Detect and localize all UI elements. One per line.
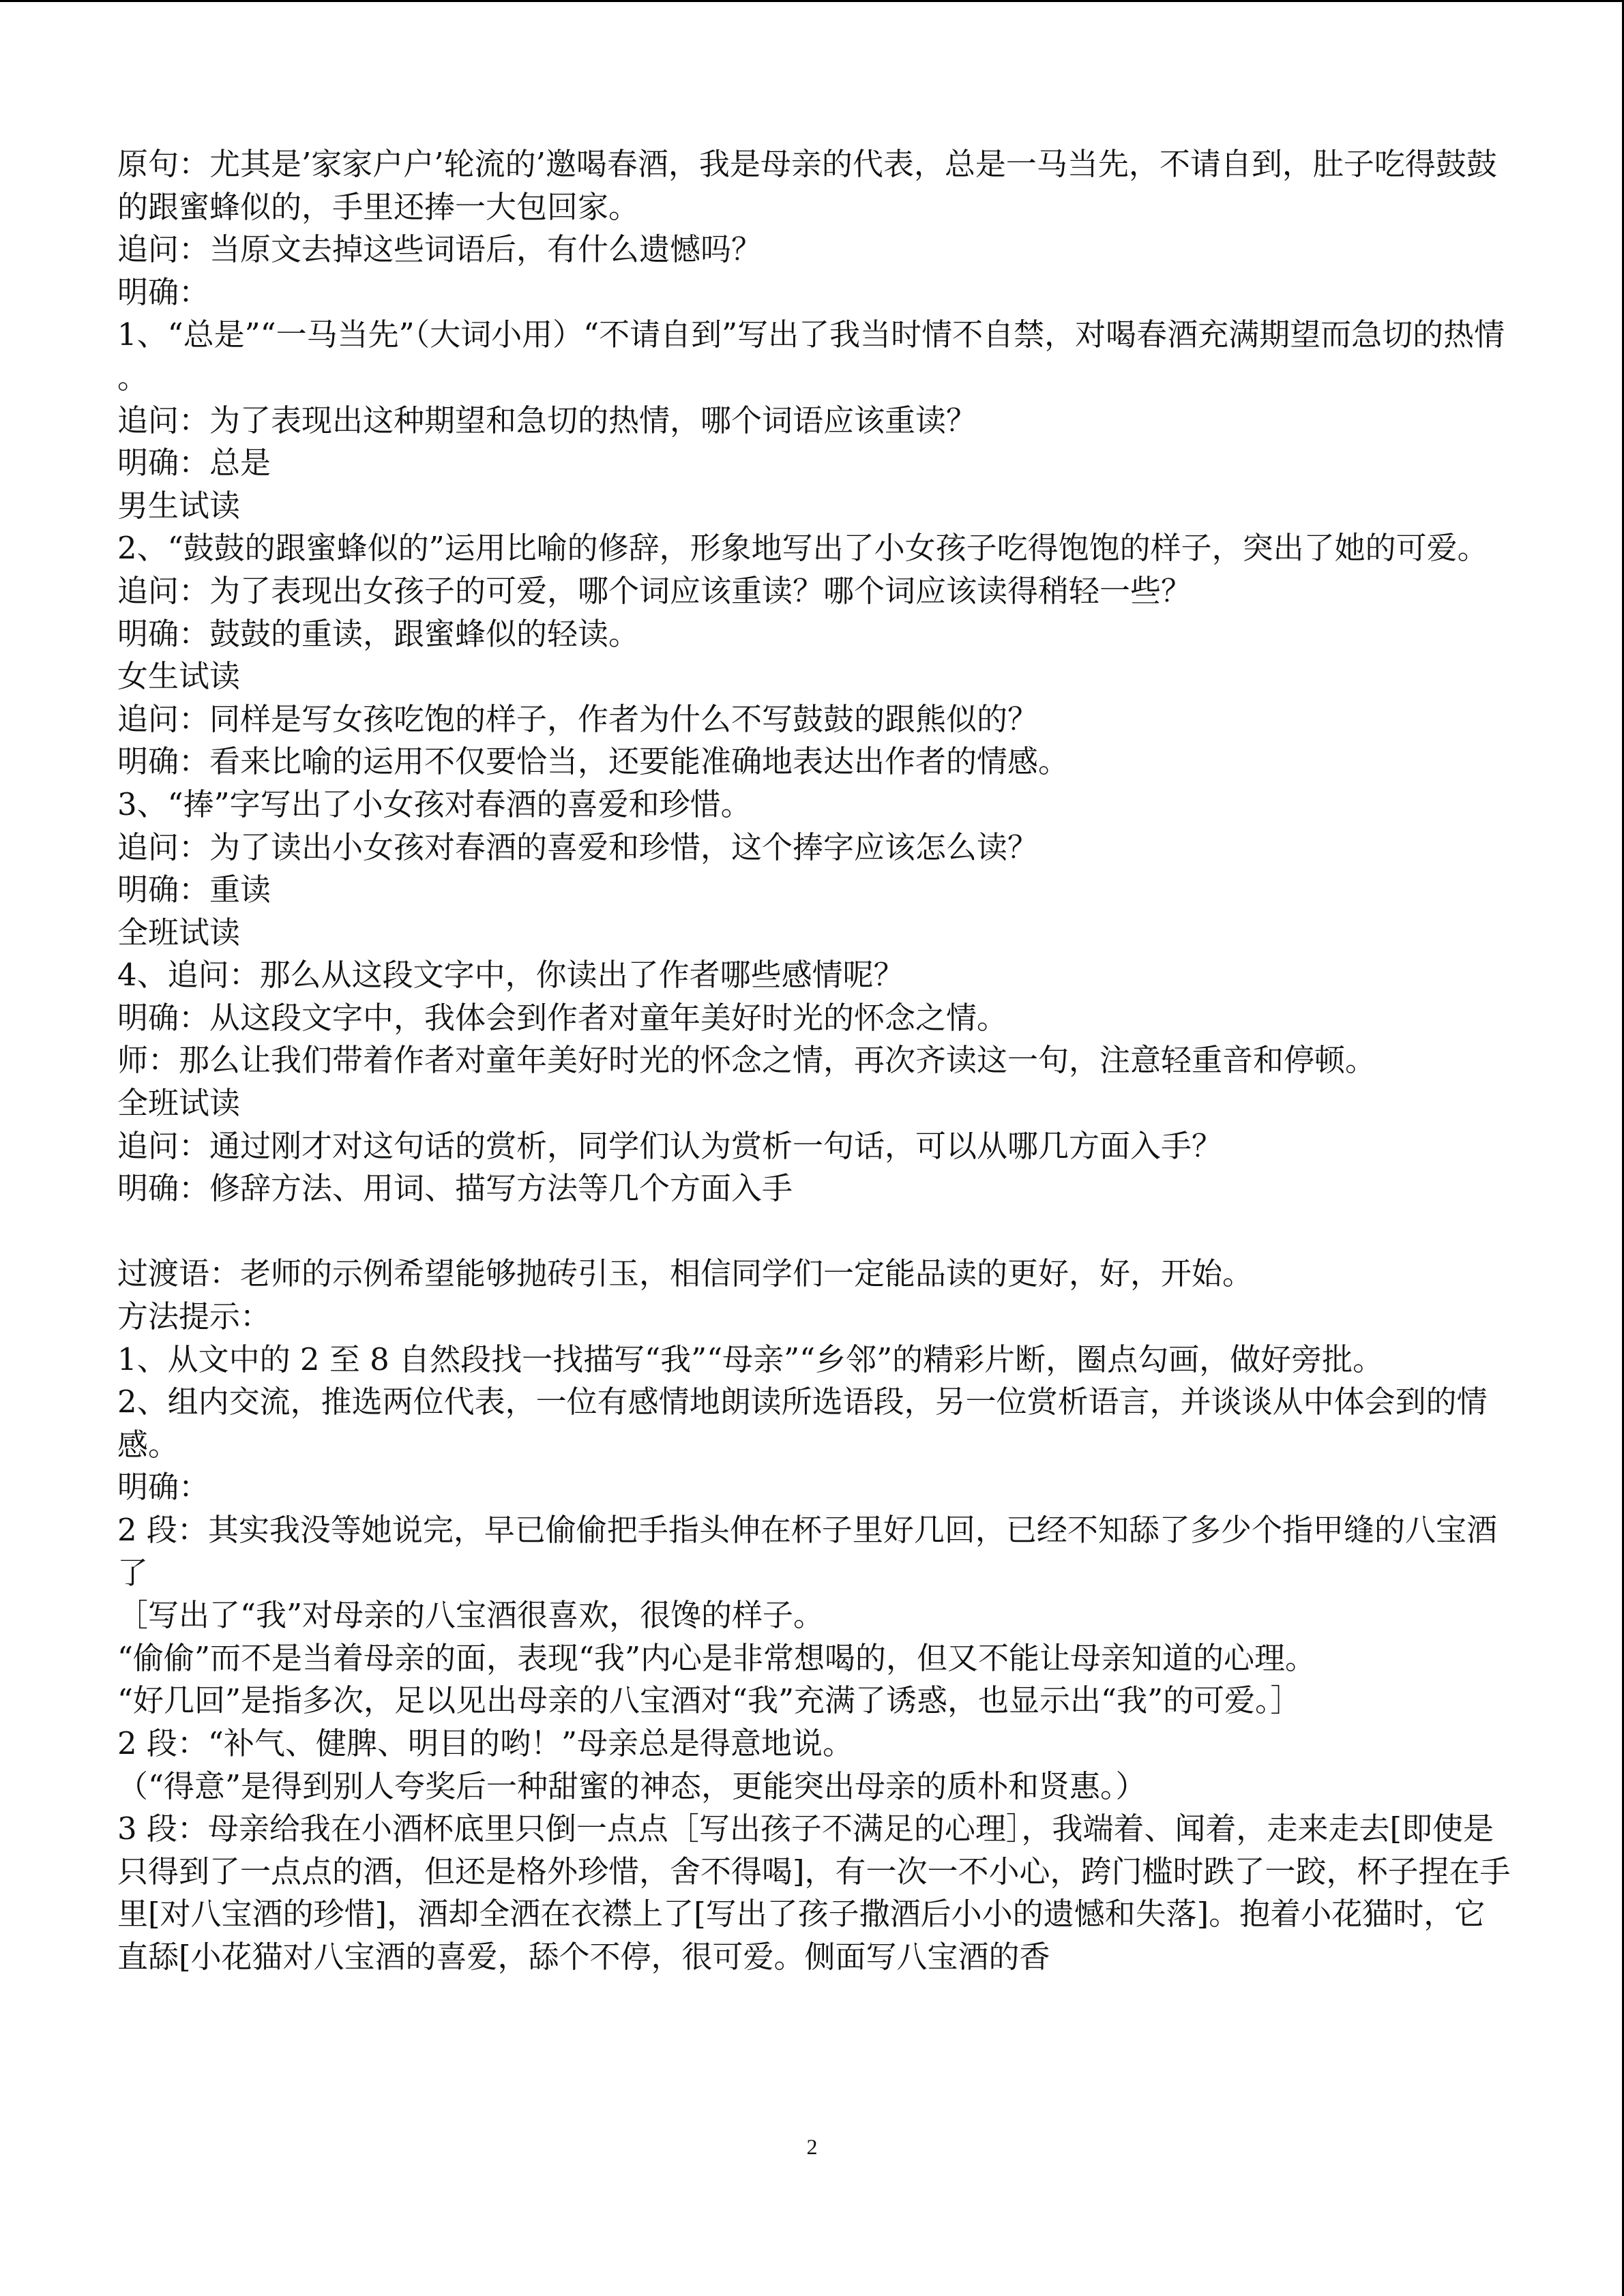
text-line: 明确： [117, 1469, 210, 1506]
text-line: 过渡语：老师的示例希望能够抛砖引玉，相信同学们一定能品读的更好，好，开始。 [117, 1255, 1254, 1292]
text-line: 原句：尤其是’家家户户’轮流的’邀喝春酒，我是母亲的代表，总是一马当先，不请自到，肚子吃得鼓鼓的跟蜜蜂似的，手里还捧一大包回家。 [117, 146, 1497, 225]
text-line: 女生试读 [117, 658, 241, 695]
text-line: 明确：鼓鼓的重读，跟蜜蜂似的轻读。 [117, 615, 640, 652]
text-line: 明确：看来比喻的运用不仅要恰当，还要能准确地表达出作者的情感。 [117, 743, 1069, 780]
text-line: 全班试读 [117, 1085, 241, 1122]
text-line: 追问：通过刚才对这句话的赏析，同学们认为赏析一句话，可以从哪几方面入手？ [117, 1127, 1223, 1164]
text-line: 男生试读 [117, 487, 241, 524]
text-line: 明确：从这段文字中，我体会到作者对童年美好时光的怀念之情。 [117, 999, 1008, 1036]
text-line: “偷偷”而不是当着母亲的面，表现“我”内心是非常想喝的，但又不能让母亲知道的心理。 [117, 1639, 1316, 1676]
text-line: 2、“鼓鼓的跟蜜蜂似的”运用比喻的修辞，形象地写出了小女孩子吃得饱饱的样子，突出了她的可爱。 [117, 530, 1488, 567]
text-line: 2、组内交流，推选两位代表，一位有感情地朗读所选语段，另一位赏析语言，并谈谈从中体会到的情感。 [117, 1384, 1488, 1463]
text-line: ［写出了“我”对母亲的八宝酒很喜欢，很馋的样子。 [117, 1597, 825, 1634]
text-line: 明确：修辞方法、用词、描写方法等几个方面入手 [117, 1170, 793, 1207]
text-line: “好几回”是指多次，足以见出母亲的八宝酒对“我”充满了诱惑，也显示出“我”的可爱。］ [117, 1682, 1301, 1719]
text-line: 追问：同样是写女孩吃饱的样子，作者为什么不写鼓鼓的跟熊似的？ [117, 700, 1039, 737]
document-body [117, 143, 1516, 1979]
top-border-rule [0, 0, 1624, 2]
text-line: 1、从文中的 2 至 8 自然段找一找描写“我”“母亲”“乡邻”的精彩片断，圈点勾画，做好旁批。 [117, 1341, 1384, 1377]
text-line: 3 段：母亲给我在小酒杯底里只倒一点点［写出孩子不满足的心理］，我端着、闻着，走来走去[即使是只得到了一点点的酒，但还是格外珍惜，舍不得喝]，有一次一不小心，跨门槛时跌了一跤，杯子捏在手里[对八宝酒的珍惜]，酒却全洒在衣襟上了[写出了孩子撒酒后小小的遗憾和失落]。抱着小花猫时，它直舔[小花猫对八宝酒的喜爱，舔个不停，很可爱。侧面写八宝酒的香 [117, 1810, 1511, 1975]
text-line: （“得意”是得到别人夸奖后一种甜蜜的神态，更能突出母亲的质朴和贤惠。） [117, 1768, 1147, 1804]
text-line: 追问：为了表现出女孩子的可爱，哪个词应该重读？哪个词应该读得稍轻一些？ [117, 572, 1192, 609]
blank-line [117, 1210, 1516, 1253]
text-line: 1、“总是”“一马当先”（大词小用）“不请自到”写出了我当时情不自禁，对喝春酒充满期望而急切的热情。 [117, 316, 1505, 396]
text-line: 3、“捧”字写出了小女孩对春酒的喜爱和珍惜。 [117, 786, 752, 822]
text-line: 2 段：“补气、健脾、明目的哟！”母亲总是得意地说。 [117, 1725, 853, 1761]
text-line: 方法提示： [117, 1298, 271, 1335]
text-line: 师：那么让我们带着作者对童年美好时光的怀念之情，再次齐读这一句，注意轻重音和停顿。 [117, 1042, 1376, 1079]
text-line: 明确：重读 [117, 871, 271, 908]
text-line: 明确：总是 [117, 445, 271, 481]
text-line: 4、追问：那么从这段文字中，你读出了作者哪些感情呢？ [117, 957, 904, 994]
text-line: 全班试读 [117, 914, 241, 951]
text-line: 明确： [117, 273, 210, 310]
page-number: 2 [806, 2134, 818, 2159]
text-line: 追问：当原文去掉这些词语后，有什么遗憾吗？ [117, 231, 763, 268]
text-line: 2 段：其实我没等她说完，早已偷偷把手指头伸在杯子里好几回，已经不知舔了多少个指甲缝的八宝酒了 [117, 1512, 1497, 1591]
text-line: 追问：为了表现出这种期望和急切的热情，哪个词语应该重读？ [117, 402, 977, 438]
text-line: 追问：为了读出小女孩对春酒的喜爱和珍惜，这个捧字应该怎么读？ [117, 829, 1039, 865]
